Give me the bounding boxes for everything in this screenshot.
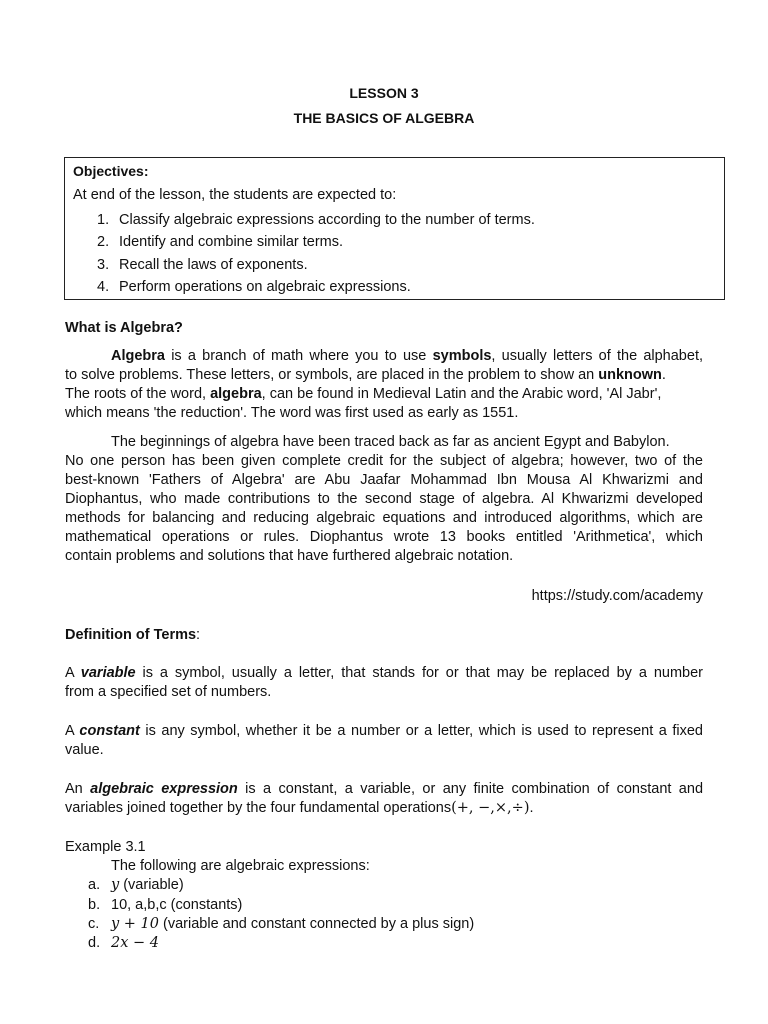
- heading-colon: :: [196, 627, 201, 643]
- objective-item: [97, 257, 308, 273]
- objective-item: [97, 212, 535, 228]
- text-run: , usually letters of the alphabet,: [491, 348, 703, 364]
- text-run: A: [65, 723, 80, 739]
- example-item: [88, 935, 159, 951]
- lesson-title: THE BASICS OF ALGEBRA: [293, 110, 475, 126]
- definitions-heading: [65, 627, 703, 643]
- text-run: , can be found in Medieval Latin and the Arabic word, 'Al Jabr',: [261, 386, 662, 402]
- keyword: unknown: [598, 367, 662, 383]
- variable-definition-line2: from a specified set of numbers.: [65, 684, 272, 700]
- text-run: The roots of the word,: [65, 386, 211, 402]
- source-link[interactable]: https://study.com/academy: [531, 588, 703, 604]
- objective-number: 1.: [97, 212, 110, 228]
- objective-text: Classify algebraic expressions according to the number of terms.: [119, 212, 535, 228]
- objectives-box: [64, 157, 725, 300]
- text-run: is a symbol, usually a letter, that stands for or that may be replaced by a number: [135, 665, 703, 681]
- paragraph-line: Diophantus, who made contributions to the second stage of algebra. Al Khwarizmi developed: [65, 491, 703, 507]
- objective-number: 4.: [97, 279, 110, 295]
- item-math: y: [111, 877, 120, 893]
- term: variable: [80, 665, 136, 681]
- item-label: b.: [88, 897, 101, 913]
- text-run: is a constant, a variable, or any finite combination of constant and: [237, 781, 704, 797]
- objectives-heading: Objectives:: [73, 163, 149, 179]
- text-run: is a branch of math where you to use: [165, 348, 433, 364]
- keyword: Algebra: [111, 348, 165, 364]
- item-label: a.: [88, 877, 101, 893]
- text-run: variables joined together by the four fundamental operations: [65, 800, 452, 816]
- objective-text: Perform operations on algebraic expressions.: [119, 279, 411, 295]
- example-item: [88, 916, 474, 932]
- text-run: .: [529, 800, 534, 816]
- what-is-algebra-heading: What is Algebra?: [65, 320, 183, 336]
- paragraph-line: [65, 348, 703, 364]
- item-text: (variable and constant connected by a plus sign): [159, 916, 475, 932]
- objective-number: 3.: [97, 257, 110, 273]
- objective-item: [97, 279, 411, 295]
- expression-definition-line2: [65, 800, 703, 816]
- objective-number: 2.: [97, 234, 110, 250]
- example-label: Example 3.1: [65, 839, 146, 855]
- paragraph-line: [65, 386, 703, 402]
- term: algebraic expression: [90, 781, 238, 797]
- term: constant: [79, 723, 140, 739]
- item-label: d.: [88, 935, 101, 951]
- paragraph-line: [65, 367, 703, 383]
- text-run: .: [661, 367, 666, 383]
- paragraph-line: The beginnings of algebra have been traced back as far as ancient Egypt and Babylon.: [111, 434, 670, 450]
- text-run: A: [65, 665, 81, 681]
- paragraph-line: best-known 'Fathers of Algebra' are Abu Jaafar Mohammad Ibn Mousa Al Khwarizmi and: [65, 472, 703, 488]
- keyword: algebra: [210, 386, 262, 402]
- example-intro: The following are algebraic expressions:: [111, 858, 370, 874]
- paragraph-line: which means 'the reduction'. The word was first used as early as 1551.: [65, 405, 519, 421]
- objectives-intro: At end of the lesson, the students are expected to:: [73, 187, 397, 203]
- text-run: An: [65, 781, 91, 797]
- item-math: y + 10: [111, 916, 160, 932]
- objective-text: Identify and combine similar terms.: [119, 234, 344, 250]
- constant-definition: [65, 723, 703, 739]
- item-text: (variable): [119, 877, 184, 893]
- example-item: [88, 877, 184, 893]
- text-run: is any symbol, whether it be a number or a letter, which is used to represent a fixed: [139, 723, 703, 739]
- text-run: to solve problems. These letters, or symbols, are placed in the problem to show an: [65, 367, 599, 383]
- paragraph-line: methods for balancing and reducing algebraic equations and introduced algorithms, which are: [65, 510, 703, 526]
- paragraph-line: mathematical operations or rules. Diophantus wrote 13 books entitled 'Arithmetica', which: [65, 529, 703, 545]
- constant-definition-line2: value.: [65, 742, 104, 758]
- item-math: 2x − 4: [111, 935, 159, 951]
- variable-definition: [65, 665, 703, 681]
- lesson-number: LESSON 3: [349, 85, 419, 101]
- expression-definition: [65, 781, 703, 797]
- keyword: symbols: [432, 348, 492, 364]
- paragraph-line: No one person has been given complete credit for the subject of algebra; however, two of the: [65, 453, 703, 469]
- objective-item: [97, 234, 343, 250]
- operations-math: (+, −,×,÷): [451, 800, 530, 816]
- example-item: [88, 897, 242, 913]
- heading-text: Definition of Terms: [65, 627, 197, 643]
- item-label: c.: [88, 916, 100, 932]
- paragraph-line: contain problems and solutions that have furthered algebraic notation.: [65, 548, 514, 564]
- item-text: 10, a,b,c (constants): [111, 897, 243, 913]
- objective-text: Recall the laws of exponents.: [119, 257, 308, 273]
